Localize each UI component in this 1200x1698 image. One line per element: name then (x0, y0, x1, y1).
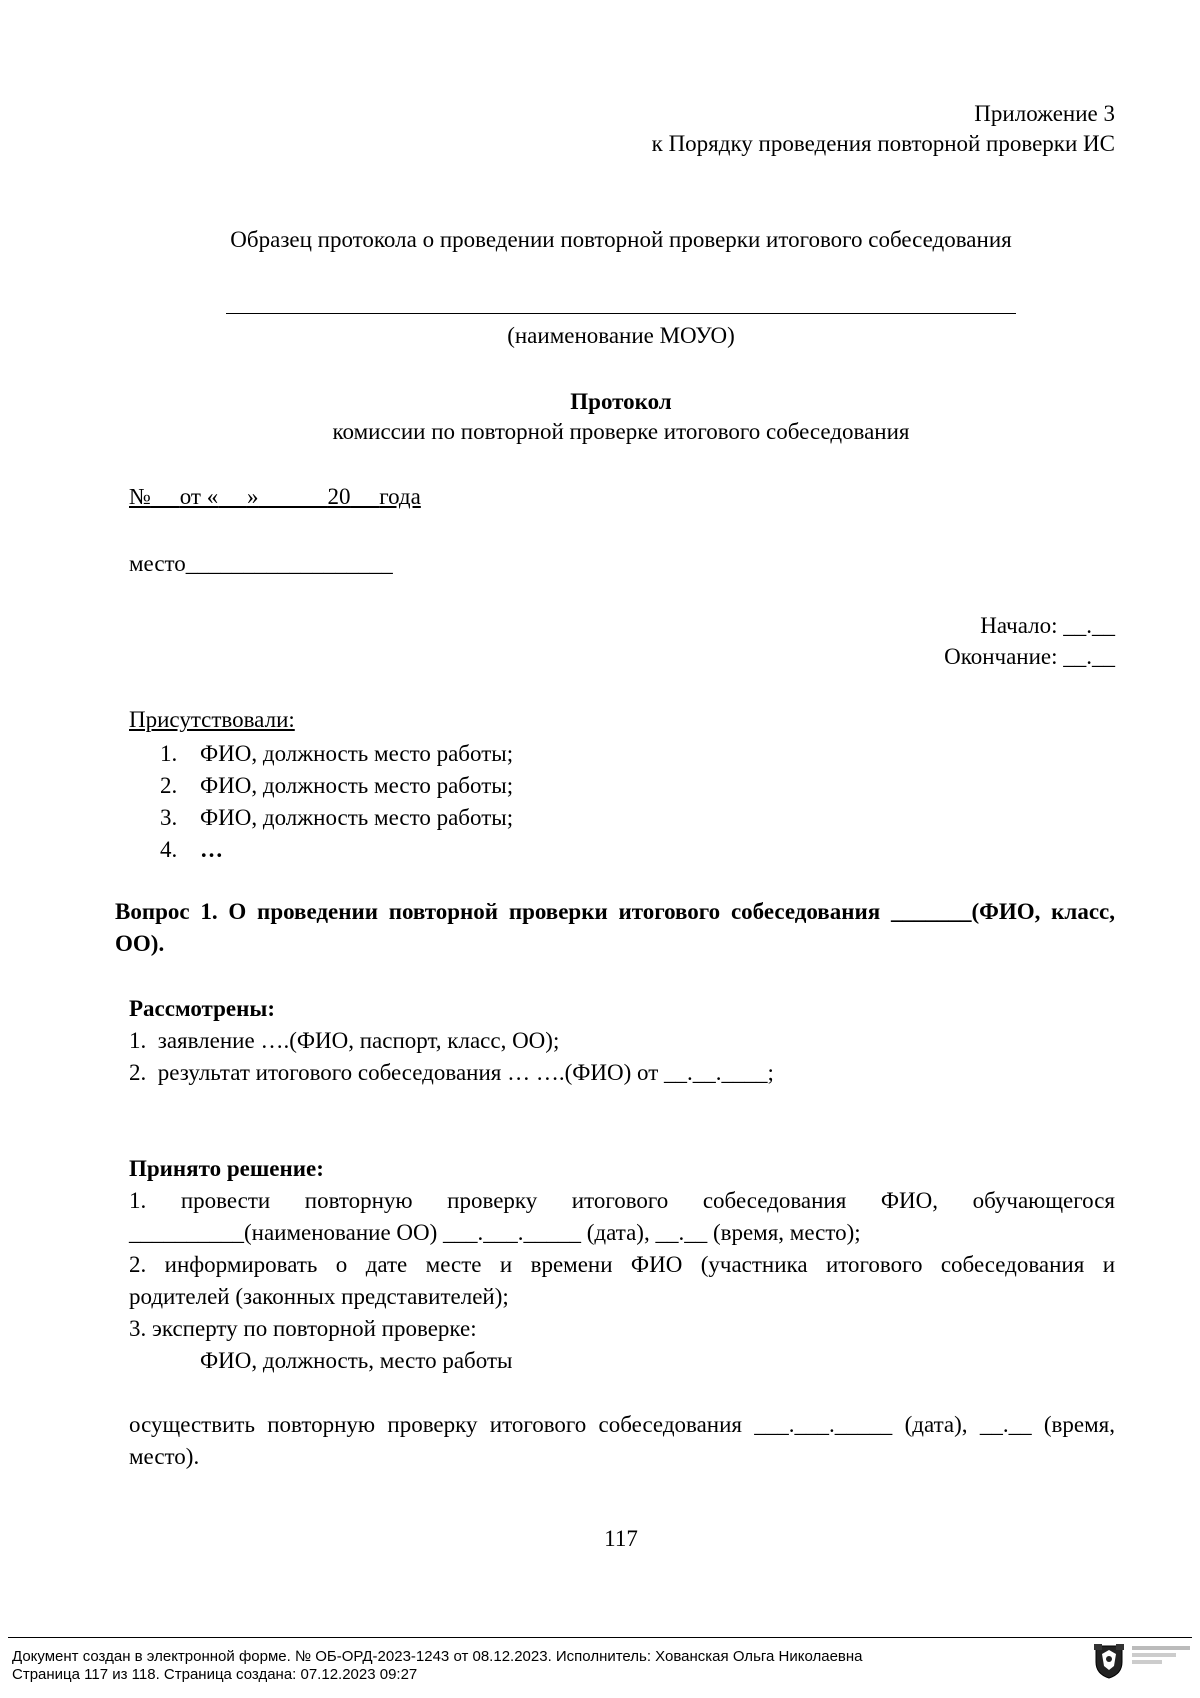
decision-item1-line1: 1. провести повторную проверку итогового собеседования ФИО, обучающегося (129, 1188, 1115, 1213)
org-name-caption: (наименование МОУО) (507, 323, 735, 348)
protocol-subtitle: комиссии по повторной проверке итогового собеседования (332, 419, 910, 444)
considered-item: 1. заявление ….(ФИО, паспорт, класс, ОО); (129, 1028, 560, 1053)
question-heading-line1: Вопрос 1. О проведении повторной проверки итогового собеседования _______(ФИО, класс, (115, 899, 1115, 924)
list-number: 2. (160, 773, 178, 798)
list-number: 3. (160, 805, 178, 830)
logo-caption (1132, 1646, 1190, 1664)
list-text: ФИО, должность место работы; (200, 805, 514, 830)
present-list-item (160, 836, 223, 865)
number-sign: № (129, 484, 151, 509)
place-label: место (129, 551, 186, 576)
page-number: 117 (604, 1526, 638, 1551)
list-text: … (200, 837, 223, 862)
start-time: Начало: __.__ (980, 613, 1115, 638)
date-year-word: года (379, 484, 421, 509)
present-list-item (160, 772, 513, 801)
org-name-line (226, 313, 1016, 314)
decision-item2-line1: 2. информировать о дате месте и времени ФИО (участника итогового собеседования и (129, 1252, 1115, 1277)
considered-item: 2. результат итогового собеседования … ….(ФИО) от __.__.____; (129, 1060, 774, 1085)
decision-final-line2: место). (129, 1444, 200, 1469)
document-title: Образец протокола о проведении повторной проверки итогового собеседования (230, 227, 1012, 252)
coat-of-arms-icon (1092, 1642, 1126, 1680)
list-number: 4. (160, 837, 178, 862)
decision-item1-line2: __________(наименование ОО) ___.___._____ (дата), __.__ (время, место); (129, 1220, 861, 1245)
decision-item3: 3. эксперту по повторной проверке: (129, 1316, 477, 1341)
date-year: 20 (327, 484, 351, 509)
place-line (129, 550, 393, 579)
protocol-number-line (129, 483, 421, 512)
date-from: от « (179, 484, 219, 509)
end-time: Окончание: __.__ (944, 644, 1115, 669)
list-text: ФИО, должность место работы; (200, 773, 514, 798)
decision-final-line1: осуществить повторную проверку итогового собеседования ___.___._____ (дата), __.__ (время, (129, 1412, 1115, 1437)
footer-divider (8, 1637, 1192, 1638)
protocol-title: Протокол (570, 389, 672, 414)
place-blank: __________________ (185, 551, 393, 576)
appendix-reference: к Порядку проведения повторной проверки ИС (651, 131, 1115, 156)
list-text: ФИО, должность место работы; (200, 741, 514, 766)
footer-line1: Документ создан в электронной форме. № ОБ-ОРД-2023-1243 от 08.12.2023. Исполнитель: Хованская Ольга Николаевна (12, 1648, 863, 1665)
expert-info: ФИО, должность, место работы (200, 1348, 513, 1373)
decision-item2-line2: родителей (законных представителей); (129, 1284, 509, 1309)
considered-label: Рассмотрены: (129, 996, 275, 1021)
list-number: 1. (160, 741, 178, 766)
present-list-item (160, 740, 513, 769)
footer-logo (1092, 1642, 1190, 1682)
present-label: Присутствовали: (129, 707, 295, 732)
present-list-item (160, 804, 513, 833)
footer-line2: Страница 117 из 118. Страница создана: 07.12.2023 09:27 (12, 1666, 418, 1683)
decision-label: Принято решение: (129, 1156, 324, 1181)
date-quote-close: » (246, 484, 259, 509)
appendix-label: Приложение 3 (974, 101, 1115, 126)
question-heading-line2: ОО). (115, 931, 165, 956)
